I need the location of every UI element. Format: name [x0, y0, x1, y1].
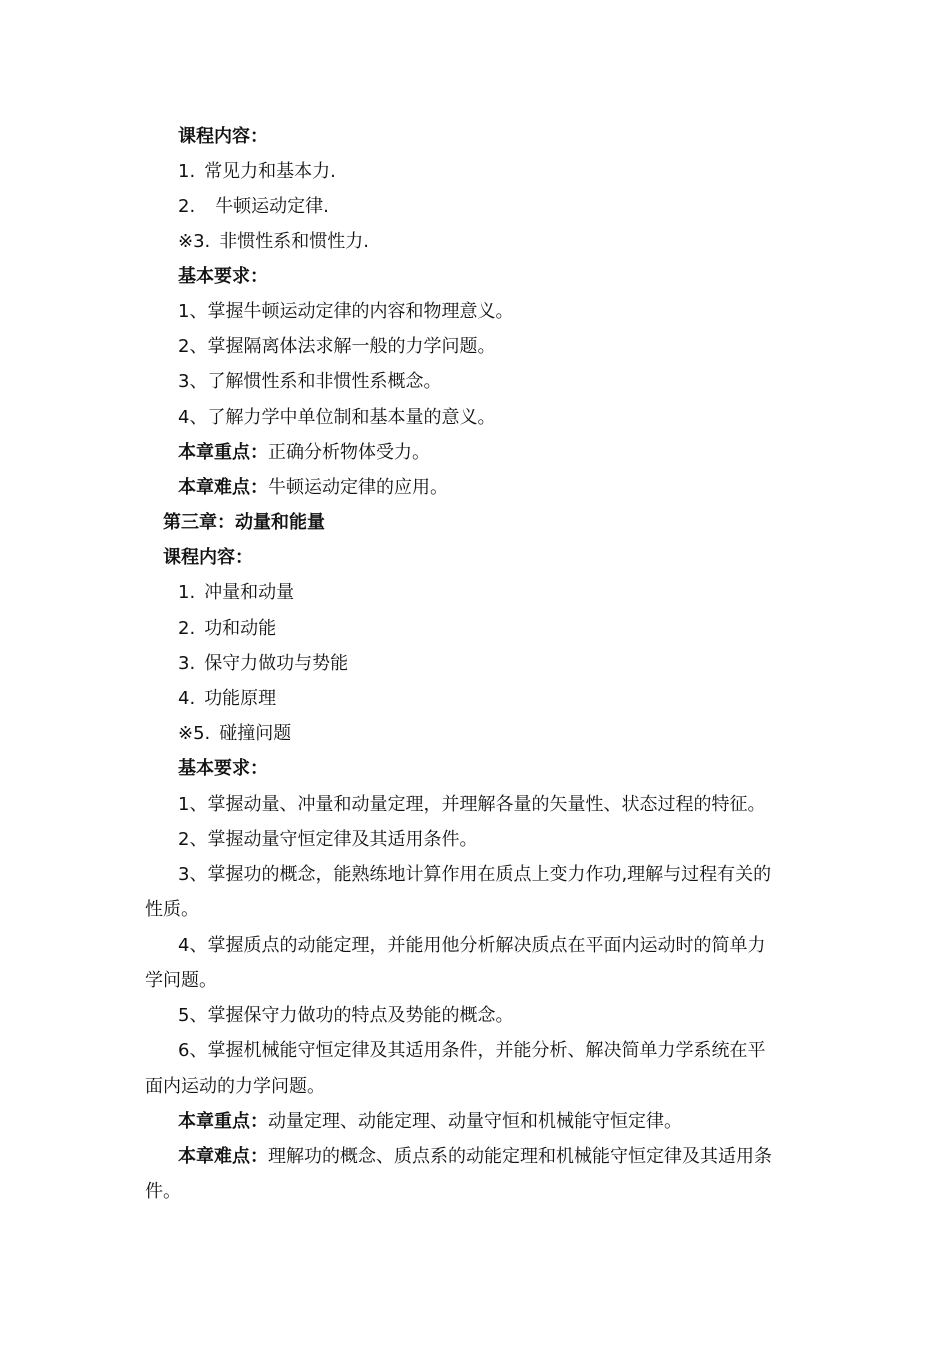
list-item	[178, 160, 336, 184]
difficult-point-continuation: 件。	[145, 1181, 181, 1202]
requirement-item: 1、掌握牛顿运动定律的内容和物理意义。	[178, 301, 514, 322]
difficult-point-text: 牛顿运动定律的应用。	[268, 477, 448, 498]
key-point	[178, 1110, 682, 1134]
item-text: 非惯性系和惯性力.	[219, 231, 369, 252]
difficult-point-label: 本章难点：	[178, 1146, 268, 1167]
item-text: 牛顿运动定律.	[215, 196, 329, 217]
item-number: 3.	[178, 653, 196, 674]
list-item	[178, 230, 369, 254]
item-text: 功能原理	[204, 688, 277, 709]
item-number: ※5.	[178, 723, 211, 744]
difficult-point-text: 理解功的概念、质点系的动能定理和机械能守恒定律及其适用条	[268, 1146, 772, 1167]
basic-requirements-heading: 基本要求：	[178, 266, 268, 287]
item-text: 碰撞问题	[219, 723, 292, 744]
item-number: 2.	[178, 618, 196, 639]
requirement-item: 3、了解惯性系和非惯性系概念。	[178, 371, 442, 392]
item-text: 冲量和动量	[204, 582, 295, 603]
requirement-item-continuation: 学问题。	[145, 970, 217, 991]
list-item	[178, 687, 276, 711]
requirement-item: 4、掌握质点的动能定理，并能用他分析解决质点在平面内运动时的简单力	[178, 935, 766, 956]
key-point-text: 动量定理、动能定理、动量守恒和机械能守恒定律。	[268, 1111, 682, 1132]
list-item	[178, 617, 276, 641]
key-point-text: 正确分析物体受力。	[268, 442, 430, 463]
requirement-item: 6、掌握机械能守恒定律及其适用条件，并能分析、解决简单力学系统在平	[178, 1040, 766, 1061]
difficult-point	[178, 1145, 772, 1169]
item-number: 2.	[178, 196, 196, 217]
key-point-label: 本章重点：	[178, 442, 268, 463]
requirement-item: 3、掌握功的概念，能熟练地计算作用在质点上变力作功,理解与过程有关的	[178, 864, 772, 885]
item-text: 常见力和基本力.	[204, 161, 336, 182]
course-content-heading: 课程内容：	[163, 547, 253, 568]
item-number: 4.	[178, 688, 196, 709]
chapter-title: 第三章：动量和能量	[163, 512, 325, 533]
difficult-point-label: 本章难点：	[178, 477, 268, 498]
list-item	[178, 195, 329, 219]
key-point-label: 本章重点：	[178, 1111, 268, 1132]
item-number: 1.	[178, 161, 196, 182]
item-number: ※3.	[178, 231, 211, 252]
item-text: 功和动能	[204, 618, 277, 639]
course-content-heading: 课程内容：	[178, 126, 268, 147]
list-item	[178, 581, 294, 605]
list-item	[178, 652, 348, 676]
basic-requirements-heading: 基本要求：	[178, 758, 268, 779]
key-point	[178, 441, 430, 465]
list-item	[178, 722, 291, 746]
requirement-item: 1、掌握动量、冲量和动量定理，并理解各量的矢量性、状态过程的特征。	[178, 794, 766, 815]
item-text: 保守力做功与势能	[204, 653, 349, 674]
requirement-item: 5、掌握保守力做功的特点及势能的概念。	[178, 1005, 514, 1026]
requirement-item: 4、了解力学中单位制和基本量的意义。	[178, 407, 496, 428]
item-number: 1.	[178, 582, 196, 603]
requirement-item: 2、掌握隔离体法求解一般的力学问题。	[178, 336, 496, 357]
requirement-item: 2、掌握动量守恒定律及其适用条件。	[178, 829, 478, 850]
difficult-point	[178, 476, 448, 500]
requirement-item-continuation: 性质。	[145, 899, 199, 920]
requirement-item-continuation: 面内运动的力学问题。	[145, 1076, 325, 1097]
